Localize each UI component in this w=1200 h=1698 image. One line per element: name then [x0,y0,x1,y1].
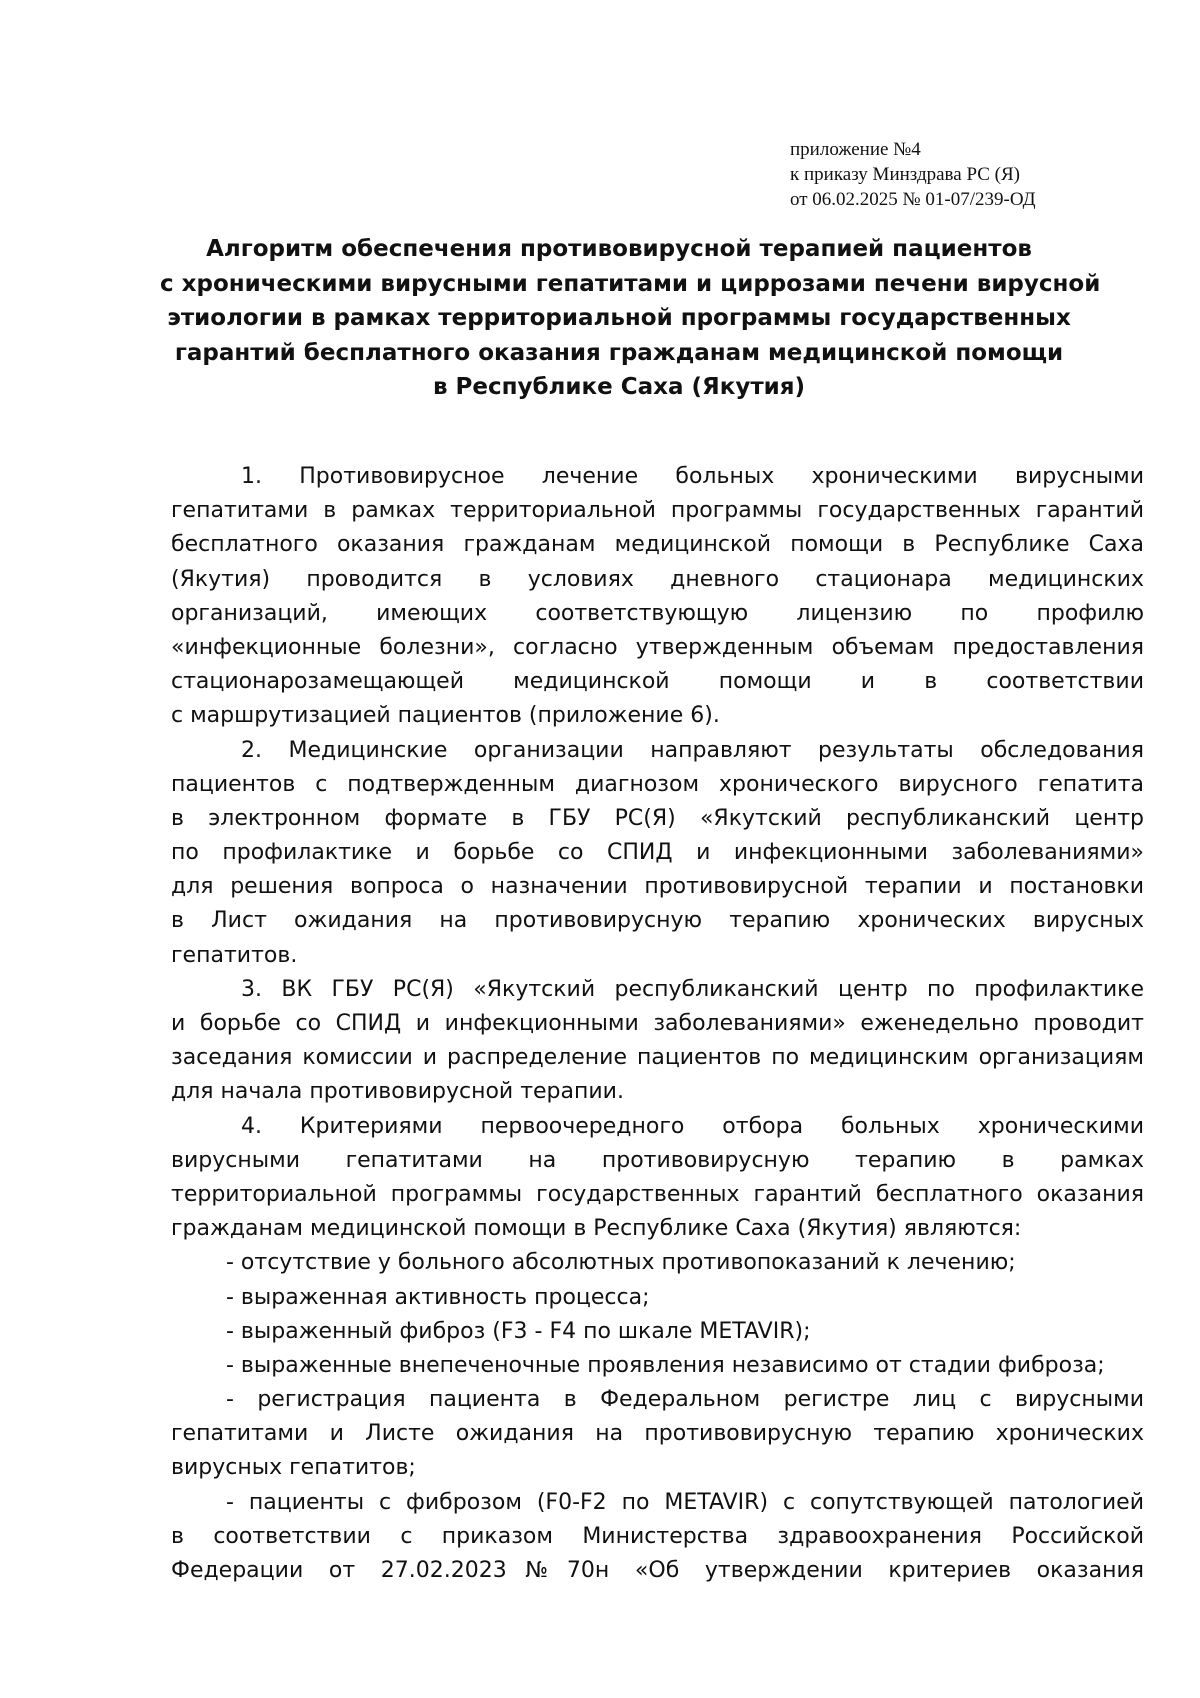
criteria-item: - регистрация пациента в Федеральном регистре лиц с вирусными [226,1387,1144,1413]
paragraph-4-line: территориальной программы государственных гарантий бесплатного оказания [171,1181,1144,1207]
criteria-item: - выраженная активность процесса; [226,1284,650,1310]
criteria-item: - пациенты с фиброзом (F0-F2 по METAVIR) с сопутствующей патологией [226,1489,1144,1515]
criteria-item-line: в соответствии с приказом Министерства здравоохранения Российской [171,1523,1144,1549]
attachment-line: от 06.02.2025 № 01-07/239-ОД [790,189,1036,210]
document-body [171,460,1144,1588]
document-title [160,232,1101,405]
criteria-item-line: Федерации от 27.02.2023№70н «Об утверждении критериев оказания [171,1558,1144,1583]
title-line: с хроническими вирусными гепатитами и циррозами печени вирусной [160,270,1101,297]
title-line: гарантий бесплатного оказания гражданам медицинской помощи [174,339,1064,366]
paragraph-2-line: в Лист ожидания на противовирусную терапию хронических вирусных [171,908,1144,934]
paragraph-4-line: гражданам медицинской помощи в Республике Саха (Якутия) являются: [171,1216,1022,1242]
paragraph-4-line: 4. Критериями первоочередного отбора больных хроническими [241,1113,1144,1139]
paragraph-1-line: «инфекционные болезни», согласно утвержденным объемам предоставления [171,634,1144,660]
criteria-item: - выраженные внепеченочные проявления независимо от стадии фиброза; [226,1352,1105,1378]
paragraph-3-line: заседания комиссии и распределение пациентов по медицинским организациям [171,1045,1144,1071]
paragraph-1-line: организаций, имеющих соответствующую лицензию по профилю [171,600,1144,626]
paragraph-2-line: для решения вопроса о назначении противовирусной терапии и постановки [171,874,1144,900]
paragraph-2-line: пациентов с подтвержденным диагнозом хронического вирусного гепатита [171,771,1144,797]
paragraph-1-line: гепатитами в рамках территориальной программы государственных гарантий [171,498,1144,524]
title-line: Алгоритм обеспечения противовирусной терапией пациентов [206,236,1032,262]
paragraph-1-line: бесплатного оказания гражданам медицинской помощи в Республике Саха [171,532,1144,558]
attachment-note [790,137,1036,212]
paragraph-2-line: в электронном формате в ГБУ РС(Я) «Якутский республиканский центр [171,805,1144,831]
attachment-line: к приказу Минздрава РС (Я) [790,164,1020,185]
paragraph-4-line: вирусными гепатитами на противовирусную терапию в рамках [171,1147,1144,1173]
paragraph-1-line: 1. Противовирусное лечение больных хроническими вирусными [241,464,1144,489]
paragraph-2-line: 2. Медицинские организации направляют результаты обследования [241,737,1144,763]
paragraph-3-line: и борьбе со СПИД и инфекционными заболеваниями» еженедельно проводит [171,1011,1144,1036]
paragraph-2-line: гепатитов. [171,942,298,968]
attachment-line: приложение №4 [790,139,921,160]
title-line: в Республике Саха (Якутия) [432,374,806,400]
paragraph-1-line: стационарозамещающей медицинской помощи и в соответствии [171,669,1144,695]
paragraph-2-line: по профилактике и борьбе со СПИД и инфекционными заболеваниями» [171,840,1144,866]
paragraph-3-line: 3. ВК ГБУ РС(Я) «Якутский республиканский центр по профилактике [241,976,1144,1002]
paragraph-1-line: (Якутия) проводится в условиях дневного стационара медицинских [171,566,1144,592]
paragraph-1-line: с маршрутизацией пациентов (приложение 6). [171,703,720,729]
criteria-item-line: вирусных гепатитов; [171,1455,416,1481]
title-line: этиологии в рамках территориальной программы государственных [167,305,1071,331]
criteria-item: - выраженный фиброз (F3 - F4 по шкале METAVIR); [226,1318,811,1344]
criteria-item: - отсутствие у больного абсолютных противопоказаний к лечению; [226,1250,1016,1276]
paragraph-3-line: для начала противовирусной терапии. [171,1079,624,1105]
criteria-item-line: гепатитами и Листе ожидания на противовирусную терапию хронических [171,1421,1144,1447]
